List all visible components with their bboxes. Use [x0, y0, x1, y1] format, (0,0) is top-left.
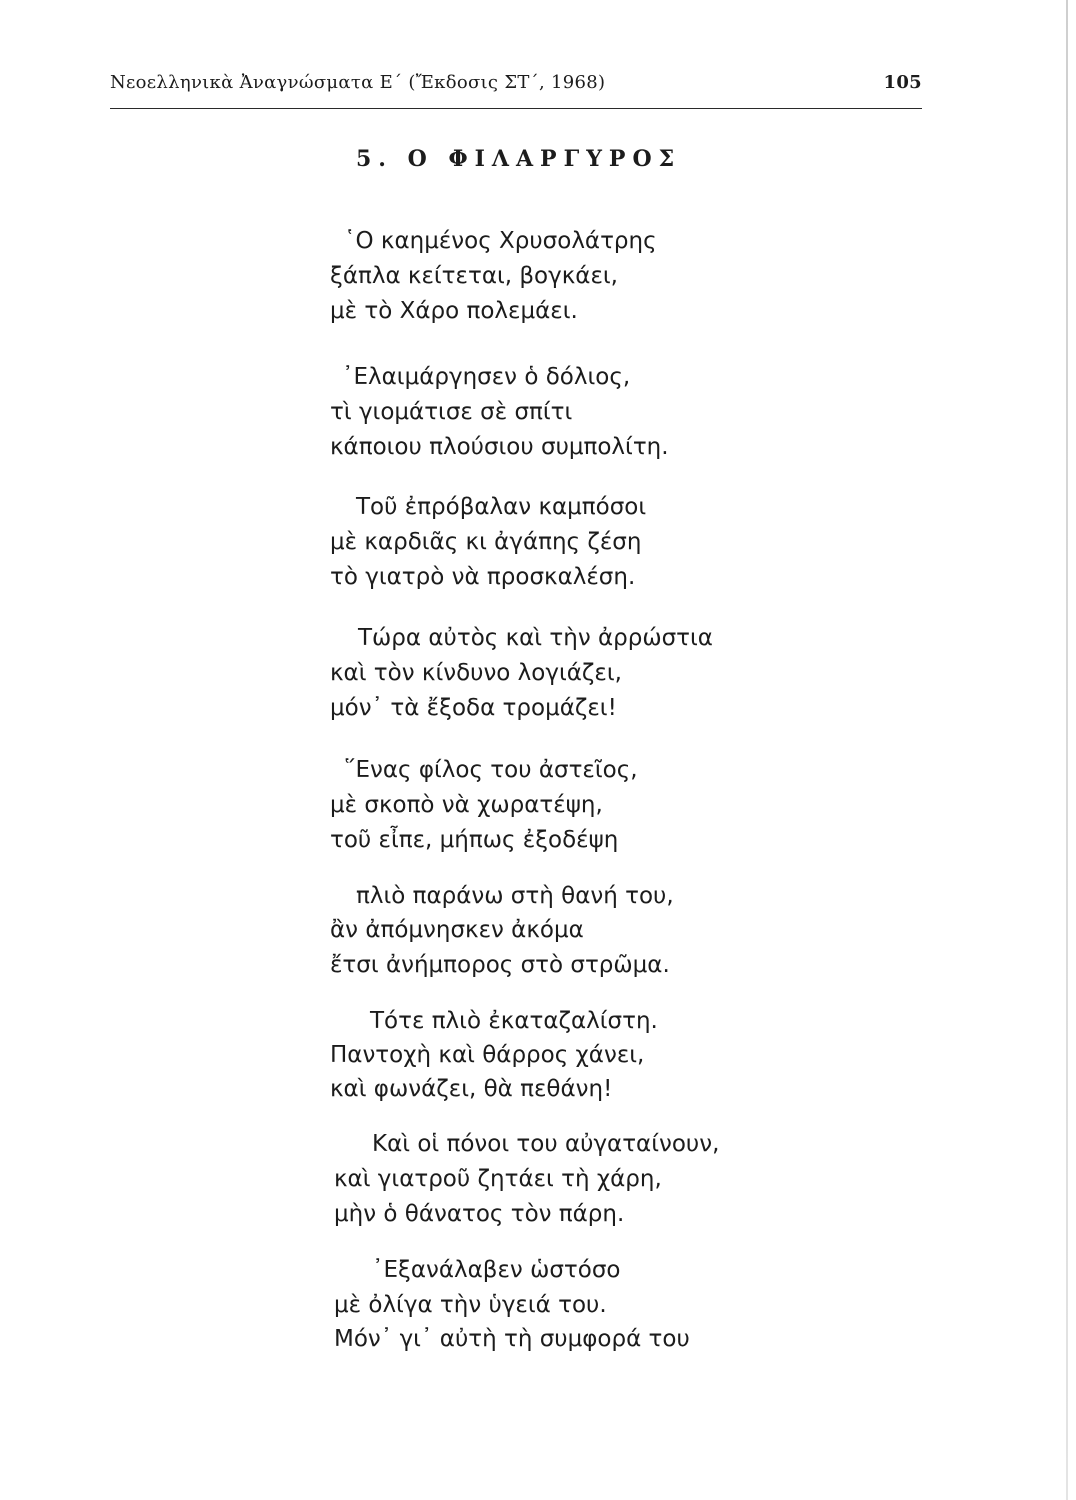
page-number: 105 — [883, 72, 922, 93]
poem-line: μόν᾿ τὰ ἔξοδα τρομάζει! — [330, 695, 617, 721]
poem-line: καὶ φωνάζει, θὰ πεθάνη! — [330, 1076, 613, 1102]
header-rule — [110, 108, 922, 109]
poem-line: μὴν ὁ θάνατος τὸν πάρη. — [334, 1201, 625, 1227]
poem-line: Τώρα αὐτὸς καὶ τὴν ἀρρώστια — [358, 625, 713, 651]
poem-line: ᾿Εξανάλαβεν ὡστόσο — [372, 1257, 621, 1283]
poem-line: καὶ γιατροῦ ζητάει τὴ χάρη, — [334, 1166, 662, 1192]
poem-title: 5. Ο ΦΙΛΑΡΓΥΡΟΣ — [356, 146, 682, 172]
poem-line: ξάπλα κείτεται, βογκάει, — [330, 263, 618, 289]
poem-line: καὶ τὸν κίνδυνο λογιάζει, — [330, 660, 622, 686]
poem-line: ἂν ἀπόμνησκεν ἀκόμα — [330, 917, 584, 943]
poem-line: ῞Ενας φίλος του ἀστεῖος, — [344, 757, 638, 783]
poem-line: Τοῦ ἐπρόβαλαν καμπόσοι — [356, 494, 647, 520]
running-header — [110, 72, 922, 102]
poem-line: Παντοχὴ καὶ θάρρος χάνει, — [330, 1042, 645, 1068]
poem-line: μὲ σκοπὸ νὰ χωρατέψη, — [330, 792, 603, 818]
poem-line: Τότε πλιὸ ἐκαταζαλίστη. — [370, 1008, 658, 1034]
poem-line: μὲ καρδιᾶς κι ἀγάπης ζέση — [330, 529, 642, 555]
poem-line: Μόν᾿ γι᾿ αὐτὴ τὴ συμφορά του — [334, 1326, 690, 1352]
poem-line: πλιὸ παράνω στὴ θανή του, — [356, 883, 674, 909]
poem-line: κάποιου πλούσιου συμπολίτη. — [330, 434, 669, 460]
poem-line: ῾Ο καημένος Χρυσολάτρης — [344, 228, 657, 254]
poem-line: ᾿Ελαιμάργησεν ὁ δόλιος, — [342, 364, 631, 390]
poem-line: μὲ τὸ Χάρο πολεμάει. — [330, 298, 578, 324]
poem-line: ἔτσι ἀνήμπορος στὸ στρῶμα. — [330, 952, 670, 978]
poem-line: Καὶ οἱ πόνοι του αὐγαταίνουν, — [372, 1131, 720, 1157]
poem-line: τοῦ εἶπε, μήπως ἐξοδέψη — [330, 827, 619, 853]
poem-line: τὶ γιομάτισε σὲ σπίτι — [330, 399, 573, 425]
page-edge — [1066, 0, 1068, 1500]
poem-line: τὸ γιατρὸ νὰ προσκαλέση. — [330, 564, 636, 590]
header-book-title: Νεοελληνικὰ Ἀναγνώσματα Ε΄ (Ἔκδοσις ΣΤ΄, 1968) — [110, 72, 606, 93]
poem-line: μὲ ὀλίγα τὴν ὑγειά του. — [334, 1292, 607, 1318]
